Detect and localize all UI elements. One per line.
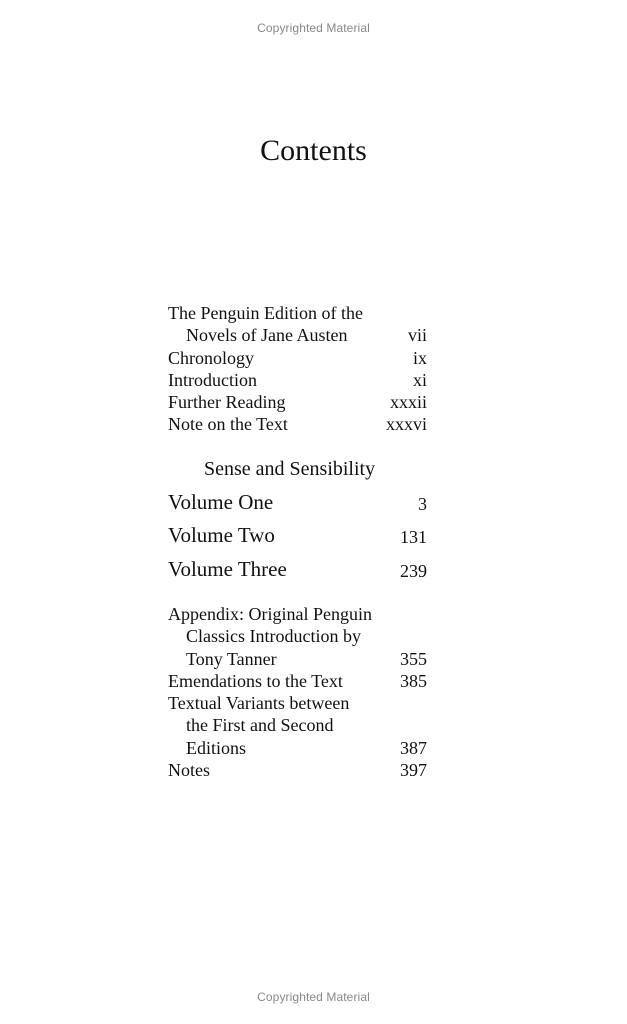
toc-entry-page: xi [412, 369, 427, 390]
volume-page: 131 [400, 527, 427, 548]
toc-entry-label: The Penguin Edition of the [168, 303, 363, 323]
toc-entry-label: Emendations to the Text [168, 670, 343, 691]
toc-entry-page: 355 [400, 648, 427, 669]
front-matter-list [168, 302, 427, 436]
toc-entry-label: Introduction [168, 369, 257, 390]
watermark-top: Copyrighted Material [257, 21, 370, 35]
volume-page: 3 [418, 494, 427, 514]
toc-entry-label: Textual Variants between [168, 693, 350, 714]
toc-entry-label: Note on the Text [168, 414, 288, 435]
toc-entry-line [168, 413, 427, 435]
volume-page: 239 [400, 560, 427, 581]
book-title: Sense and Sensibility [204, 458, 376, 480]
volume-label: Volume Three [168, 556, 287, 581]
toc-entry-label: Further Reading [168, 392, 286, 413]
toc-entry-line [168, 302, 427, 324]
toc-entry-label: Notes [168, 760, 210, 781]
toc-entry-label: Appendix: Original Penguin [168, 604, 372, 624]
toc-entry-line [168, 391, 427, 413]
toc-entry-line [168, 603, 427, 625]
volume-entry [168, 521, 427, 554]
toc-entry-line [168, 737, 427, 759]
volume-label: Volume Two [168, 523, 275, 548]
toc-entry-line [168, 625, 427, 647]
volumes-list [168, 488, 427, 588]
watermark-bottom: Copyrighted Material [257, 990, 370, 1004]
toc-entry-page: xxxvi [385, 414, 427, 435]
toc-entry-label: Novels of Jane Austen [186, 325, 348, 346]
volume-label: Volume One [168, 490, 274, 514]
toc-entry-line [168, 347, 427, 369]
toc-entry-line [168, 369, 427, 391]
toc-entry-page: 387 [400, 737, 427, 758]
toc-entry-line [168, 324, 427, 346]
volume-entry [168, 488, 427, 521]
toc-entry-line [168, 759, 427, 781]
toc-entry-label: Tony Tanner [186, 648, 277, 669]
toc-entry-line [168, 692, 427, 714]
page-title: Contents [260, 134, 367, 167]
toc-entry-line [168, 714, 427, 736]
toc-entry-line [168, 648, 427, 670]
toc-entry-label: Editions [186, 737, 247, 758]
toc-entry-label: Chronology [168, 347, 255, 368]
toc-entry-label: the First and Second [186, 715, 334, 736]
toc-entry-page: vii [407, 325, 427, 346]
toc-entry-page: 385 [400, 670, 427, 691]
back-matter-list [168, 603, 427, 781]
toc-entry-line [168, 670, 427, 692]
volume-entry [168, 555, 427, 588]
toc-entry-page: xxxii [389, 392, 427, 413]
toc-entry-page: 397 [400, 760, 427, 781]
toc-entry-page: ix [412, 347, 427, 368]
toc-entry-label: Classics Introduction by [186, 626, 361, 647]
